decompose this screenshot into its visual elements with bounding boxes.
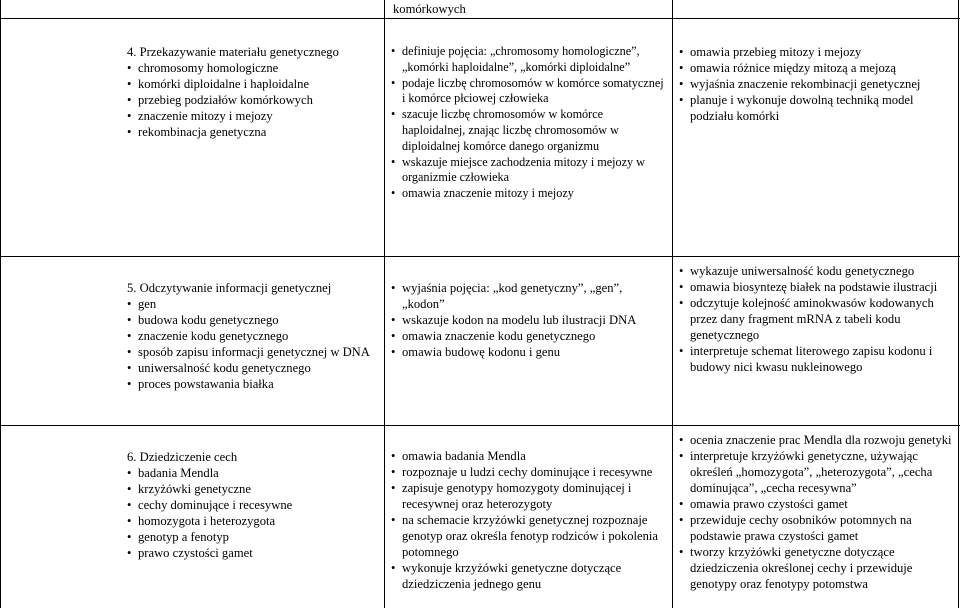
topic-cell	[127, 44, 379, 140]
requirement-item: • omawia prawo czystości gamet	[679, 496, 955, 512]
topic-item: • chromosomy homologiczne	[127, 60, 379, 76]
topic-title: 5. Odczytywanie informacji genetycznej	[127, 281, 332, 295]
requirement-item: • podaje liczbę chromosomów w komórce somatycznej i komórce płciowej człowieka	[391, 76, 667, 108]
topic-item: • sposób zapisu informacji genetycznej w DNA	[127, 344, 379, 360]
requirement-item: • zapisuje genotypy homozygoty dominującej i recesywnej oraz heterozygoty	[391, 480, 667, 512]
requirement-item: • wykazuje uniwersalność kodu genetycznego	[679, 263, 955, 279]
topic-item: • znaczenie mitozy i mejozy	[127, 108, 379, 124]
requirement-item: • interpretuje schemat literowego zapisu kodonu i budowy nici kwasu nukleinowego	[679, 343, 955, 375]
basic-requirements-cell	[391, 448, 667, 592]
requirement-item: • omawia biosyntezę białek na podstawie ilustracji	[679, 279, 955, 295]
requirement-item: • wskazuje kodon na modelu lub ilustracji DNA	[391, 312, 667, 328]
requirement-item: • omawia znaczenie kodu genetycznego	[391, 328, 667, 344]
extended-requirements-cell	[679, 44, 955, 124]
requirement-item: • planuje i wykonuje dowolną techniką model podziału komórki	[679, 92, 955, 124]
row-divider	[0, 256, 960, 257]
requirement-item: • wyjaśnia pojęcia: „kod genetyczny”, „gen”, „kodon”	[391, 280, 667, 312]
topic-item: • budowa kodu genetycznego	[127, 312, 379, 328]
topic-item: • krzyżówki genetyczne	[127, 481, 379, 497]
requirement-item: • na schemacie krzyżówki genetycznej rozpoznaje genotyp oraz określa fenotyp rodziców i pokolenia potomnego	[391, 512, 667, 560]
requirement-item: • przewiduje cechy osobników potomnych na podstawie prawa czystości gamet	[679, 512, 955, 544]
topic-item: • komórki diploidalne i haploidalne	[127, 76, 379, 92]
requirement-item: • omawia budowę kodonu i genu	[391, 344, 667, 360]
requirement-item: • definiuje pojęcia: „chromosomy homologiczne”, „komórki haploidalne”, „komórki diploidalne”	[391, 44, 667, 76]
topic-item: • znaczenie kodu genetycznego	[127, 328, 379, 344]
extended-requirements-cell	[679, 263, 955, 375]
requirement-item: • tworzy krzyżówki genetyczne dotyczące dziedziczenia określonej cechy i przewiduje genotypy oraz fenotypy potomstwa	[679, 544, 955, 592]
topic-item: • badania Mendla	[127, 465, 379, 481]
topic-cell	[127, 280, 379, 392]
topic-item: • rekombinacja genetyczna	[127, 124, 379, 140]
topic-item: • cechy dominujące i recesywne	[127, 497, 379, 513]
table-border-right	[958, 0, 959, 608]
row-divider	[0, 18, 960, 19]
requirement-item: • wyjaśnia znaczenie rekombinacji genetycznej	[679, 76, 955, 92]
requirement-item: • omawia przebieg mitozy i mejozy	[679, 44, 955, 60]
requirement-item: • omawia znaczenie mitozy i mejozy	[391, 186, 667, 202]
topic-title: 4. Przekazywanie materiału genetycznego	[127, 45, 339, 59]
topic-item: • homozygota i heterozygota	[127, 513, 379, 529]
requirement-item: • rozpoznaje u ludzi cechy dominujące i recesywne	[391, 464, 667, 480]
basic-requirements-cell	[391, 44, 667, 202]
requirement-item: • wykonuje krzyżówki genetyczne dotyczące dziedziczenia jednego genu	[391, 560, 667, 592]
topic-item: • genotyp a fenotyp	[127, 529, 379, 545]
topic-item: • proces powstawania białka	[127, 376, 379, 392]
basic-requirements-cell	[391, 280, 667, 360]
requirement-item: • interpretuje krzyżówki genetyczne, używając określeń „homozygota”, „heterozygota”, „cecha dominująca”, „cecha recesywna”	[679, 448, 955, 496]
topic-cell	[127, 449, 379, 561]
extended-requirements-cell	[679, 432, 955, 592]
topic-item: • gen	[127, 296, 379, 312]
row-divider	[0, 425, 960, 426]
column-divider	[672, 0, 673, 608]
requirement-item: • ocenia znaczenie prac Mendla dla rozwoju genetyki	[679, 432, 955, 448]
requirement-item: • szacuje liczbę chromosomów w komórce haploidalnej, znając liczbę chromosomów w diploidalnej komórce danego organizmu	[391, 107, 667, 154]
topic-title: 6. Dziedziczenie cech	[127, 450, 238, 464]
topic-item: • uniwersalność kodu genetycznego	[127, 360, 379, 376]
topic-item: • prawo czystości gamet	[127, 545, 379, 561]
previous-row-fragment: komórkowych	[393, 2, 466, 16]
requirement-item: • odczytuje kolejność aminokwasów kodowanych przez dany fragment mRNA z tabeli kodu genetycznego	[679, 295, 955, 343]
requirement-item: • omawia badania Mendla	[391, 448, 667, 464]
requirement-item: • omawia różnice między mitozą a mejozą	[679, 60, 955, 76]
column-divider	[384, 0, 385, 608]
topic-item: • przebieg podziałów komórkowych	[127, 92, 379, 108]
table-border-left	[0, 0, 1, 608]
requirement-item: • wskazuje miejsce zachodzenia mitozy i mejozy w organizmie człowieka	[391, 155, 667, 187]
